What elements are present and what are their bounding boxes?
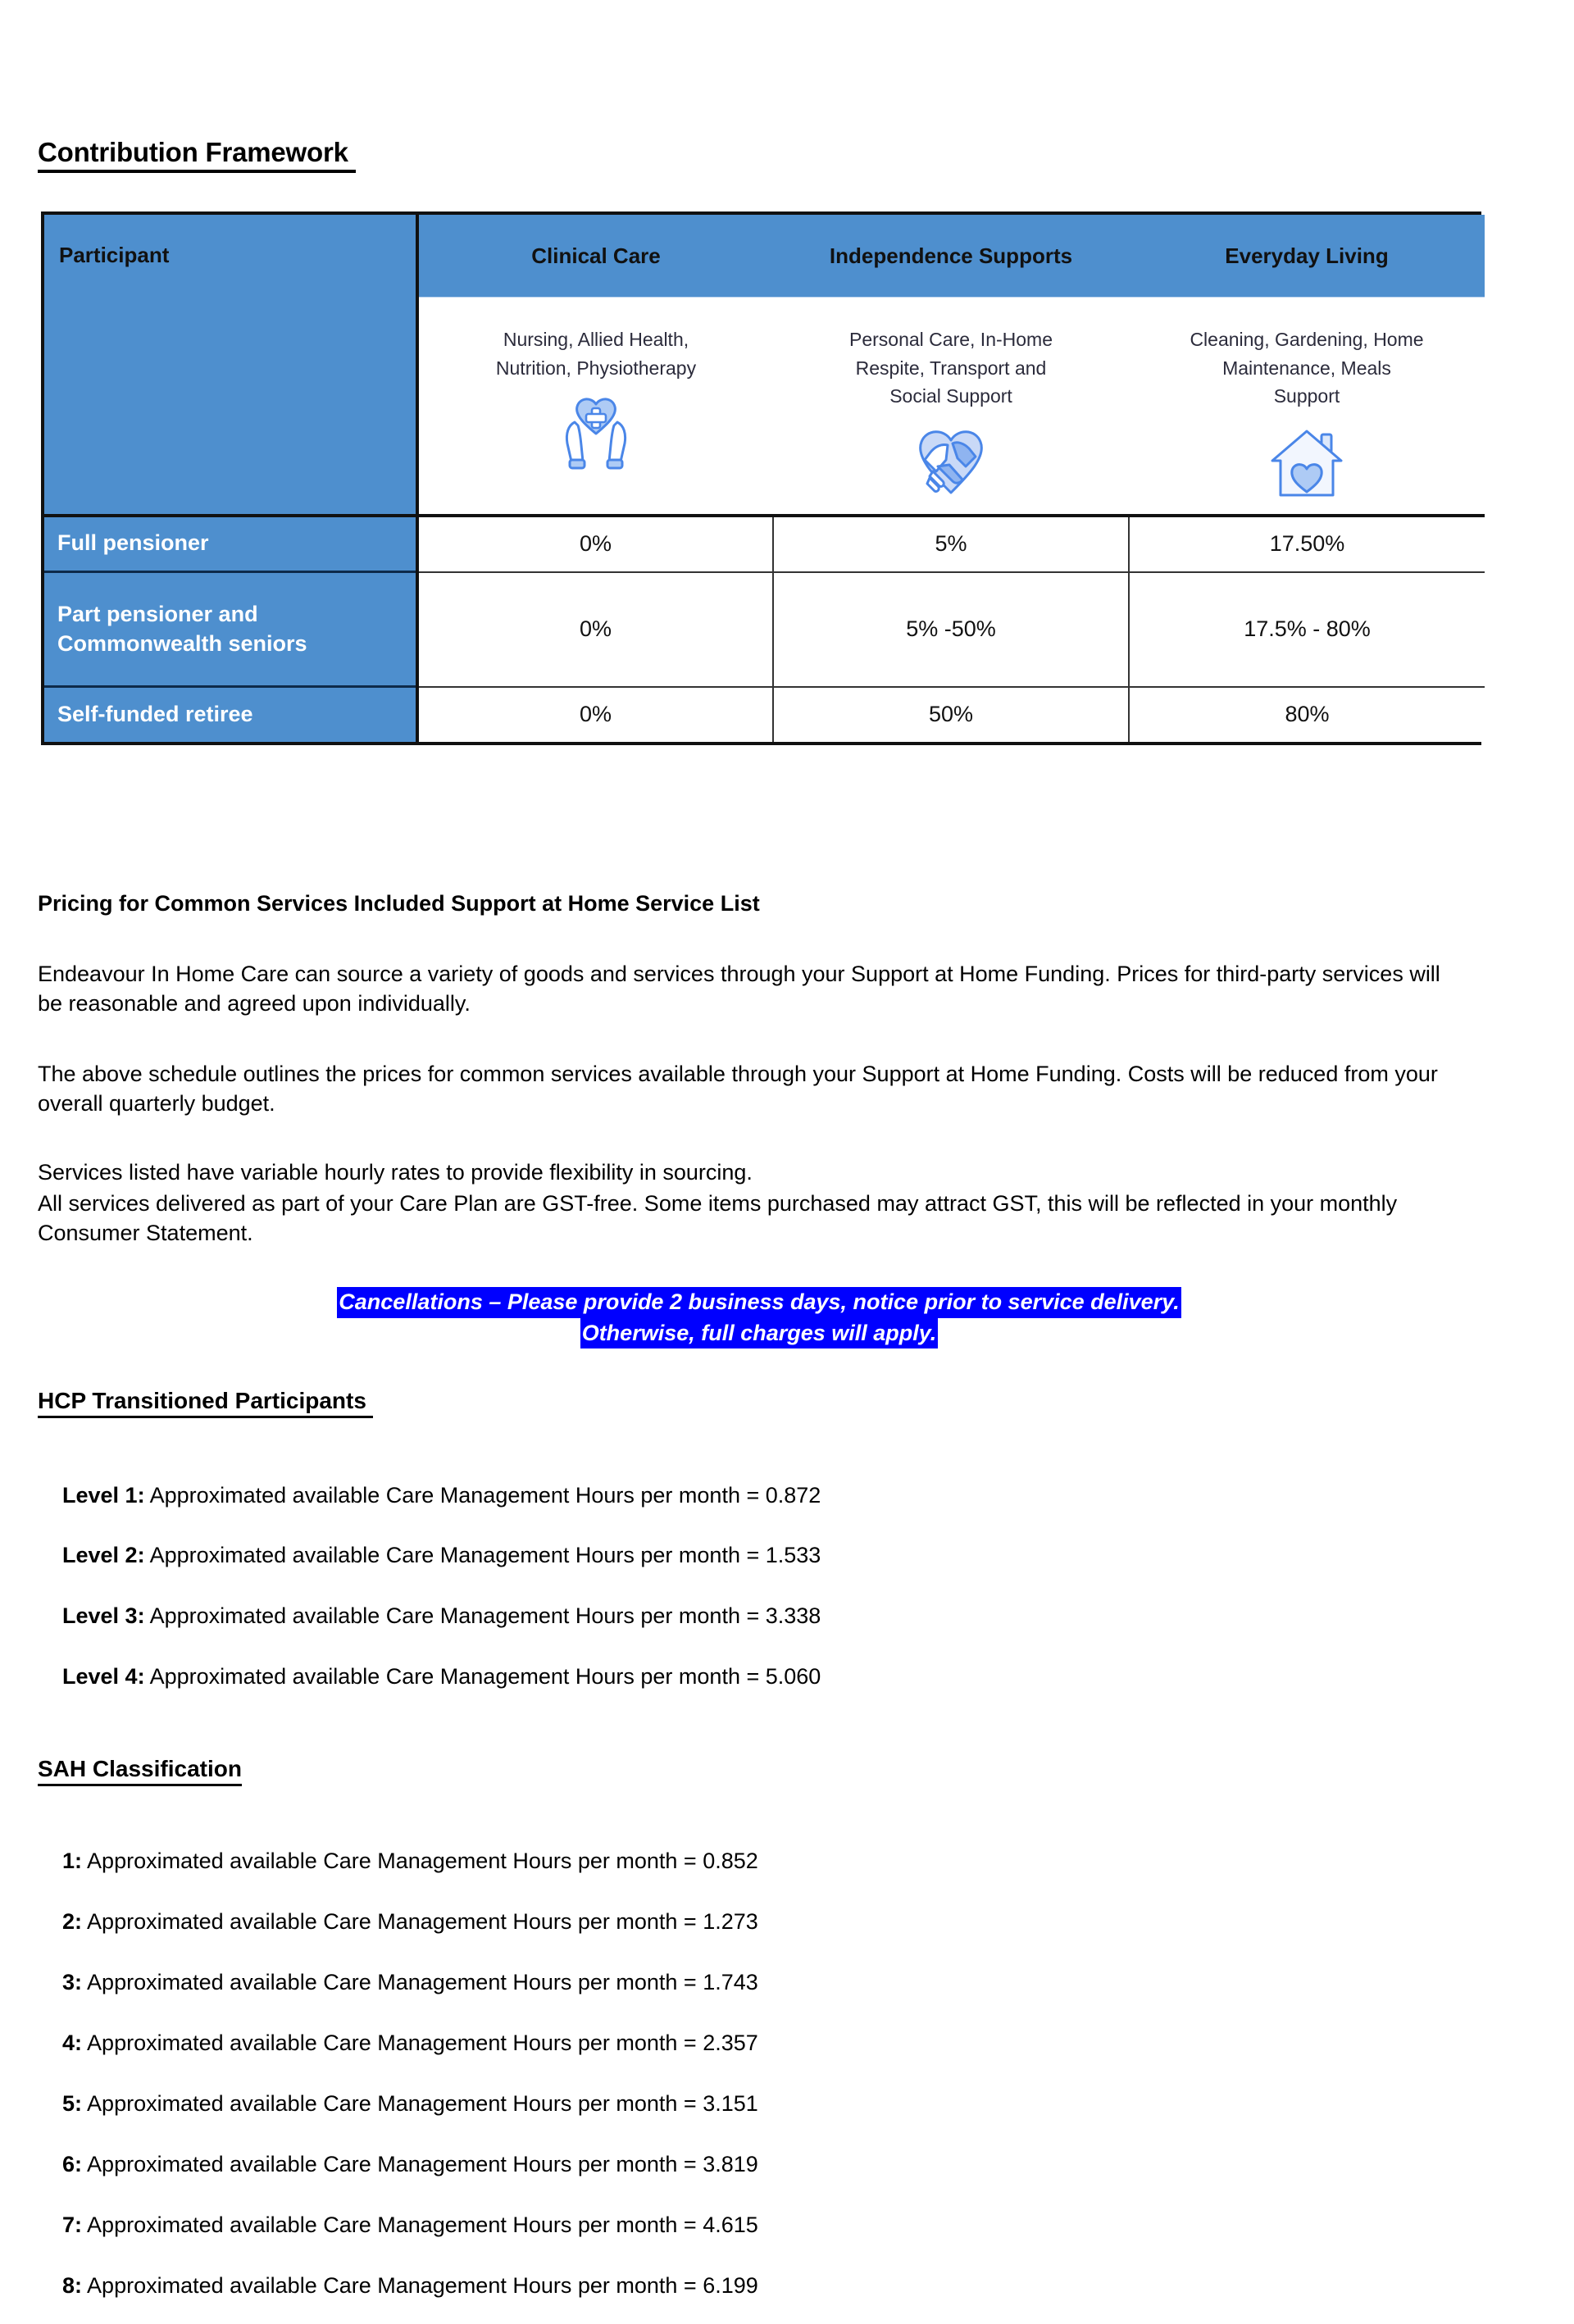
hands-holding-heart-with-cross-icon <box>422 393 770 472</box>
desc-line: Personal Care, In-Home <box>849 329 1053 350</box>
sah-section-heading: SAH Classification <box>38 1756 242 1786</box>
sah-item-3-text: Approximated available Care Management Hours per month = 1.743 <box>82 1970 758 1994</box>
category-header-independence-supports: Independence Supports <box>773 215 1129 298</box>
cancellation-notice <box>38 1287 1481 1348</box>
table-row <box>44 572 1485 687</box>
cell-value: 80% <box>1129 687 1485 742</box>
sah-item-8-label: 8: <box>62 2273 83 2298</box>
hcp-section-heading: HCP Transitioned Participants <box>38 1388 373 1418</box>
contribution-framework-table <box>41 211 1481 745</box>
category-description-independence-supports <box>773 298 1129 516</box>
sah-item-4-text: Approximated available Care Management Hours per month = 2.357 <box>82 2031 758 2055</box>
sah-item-8-line <box>38 2248 758 2324</box>
hcp-level-1-label: Level 1: <box>62 1483 145 1508</box>
sah-item-5-label: 5: <box>62 2091 83 2116</box>
desc-line: Cleaning, Gardening, Home <box>1190 329 1424 350</box>
sah-item-6-text: Approximated available Care Management Hours per month = 3.819 <box>82 2152 758 2176</box>
pricing-paragraph-3-line-2: All services delivered as part of your Care Plan are GST-free. Some items purchased may attract GST, this will be reflected in your monthly Consumer Statement. <box>38 1191 1398 1246</box>
pricing-paragraph-2: The above schedule outlines the prices for common services available through your Support at Home Funding. Costs will be reduced from your overall quarterly budget. <box>38 1062 1438 1117</box>
sah-item-2-label: 2: <box>62 1909 83 1934</box>
category-description-clinical-care <box>417 298 773 516</box>
category-header-clinical-care: Clinical Care <box>417 215 773 298</box>
cancellation-notice-line-1: Cancellations – Please provide 2 business days, notice prior to service delivery. <box>337 1287 1180 1318</box>
desc-line: Social Support <box>889 385 1012 407</box>
table-row <box>44 516 1485 572</box>
hcp-level-1-text: Approximated available Care Management Hours per month = 0.872 <box>144 1483 821 1508</box>
hcp-level-4-text: Approximated available Care Management Hours per month = 5.060 <box>144 1664 821 1689</box>
category-description-everyday-living <box>1129 298 1485 516</box>
cell-value: 50% <box>773 687 1129 742</box>
sah-item-1-text: Approximated available Care Management Hours per month = 0.852 <box>82 1849 758 1873</box>
cell-value: 17.5% - 80% <box>1129 572 1485 687</box>
hcp-level-3-label: Level 3: <box>62 1603 145 1628</box>
sah-item-7-text: Approximated available Care Management Hours per month = 4.615 <box>82 2213 758 2237</box>
table-row <box>44 687 1485 742</box>
sah-item-5-text: Approximated available Care Management Hours per month = 3.151 <box>82 2091 758 2116</box>
desc-line: Support <box>1273 385 1340 407</box>
cell-value: 5% -50% <box>773 572 1129 687</box>
hcp-level-4-label: Level 4: <box>62 1664 145 1689</box>
handshake-heart-icon <box>776 422 1126 501</box>
desc-line: Nursing, Allied Health, <box>503 329 689 350</box>
cell-value: 0% <box>417 572 773 687</box>
sah-item-7-label: 7: <box>62 2213 83 2237</box>
hcp-level-2-text: Approximated available Care Management Hours per month = 1.533 <box>144 1543 821 1567</box>
cell-value: 17.50% <box>1129 516 1485 572</box>
row-label-part-pensioner: Part pensioner and Commonwealth seniors <box>44 572 417 687</box>
desc-line: Respite, Transport and <box>855 357 1047 379</box>
pricing-paragraph-1: Endeavour In Home Care can source a variety of goods and services through your Support at Home Funding. Prices for third-party services will be reasonable and agreed upon individually. <box>38 962 1440 1016</box>
cell-value: 5% <box>773 516 1129 572</box>
pricing-paragraph-3-line-1: Services listed have variable hourly rates to provide flexibility in sourcing. <box>38 1160 753 1185</box>
pricing-heading: Pricing for Common Services Included Support at Home Service List <box>38 891 760 916</box>
category-header-everyday-living: Everyday Living <box>1129 215 1485 298</box>
row-label-self-funded-retiree: Self-funded retiree <box>44 687 417 742</box>
hcp-level-3-text: Approximated available Care Management Hours per month = 3.338 <box>144 1603 821 1628</box>
sah-item-4-label: 4: <box>62 2031 83 2055</box>
sah-item-6-label: 6: <box>62 2152 83 2176</box>
cell-value: 0% <box>417 516 773 572</box>
table-header-row <box>44 215 1485 298</box>
sah-item-3-label: 3: <box>62 1970 83 1994</box>
hcp-level-2-label: Level 2: <box>62 1543 145 1567</box>
row-label-full-pensioner: Full pensioner <box>44 516 417 572</box>
sah-item-1-label: 1: <box>62 1849 83 1873</box>
hcp-level-4-line <box>38 1639 821 1715</box>
desc-line: Nutrition, Physiotherapy <box>495 357 697 379</box>
sah-item-2-text: Approximated available Care Management Hours per month = 1.273 <box>82 1909 758 1934</box>
house-with-heart-icon <box>1132 422 1481 501</box>
cell-value: 0% <box>417 687 773 742</box>
desc-line: Maintenance, Meals <box>1222 357 1391 379</box>
cancellation-notice-line-2: Otherwise, full charges will apply. <box>580 1318 939 1349</box>
sah-item-8-text: Approximated available Care Management Hours per month = 6.199 <box>82 2273 758 2298</box>
page-title: Contribution Framework <box>38 138 356 173</box>
participant-header-cell: Participant <box>44 215 417 516</box>
